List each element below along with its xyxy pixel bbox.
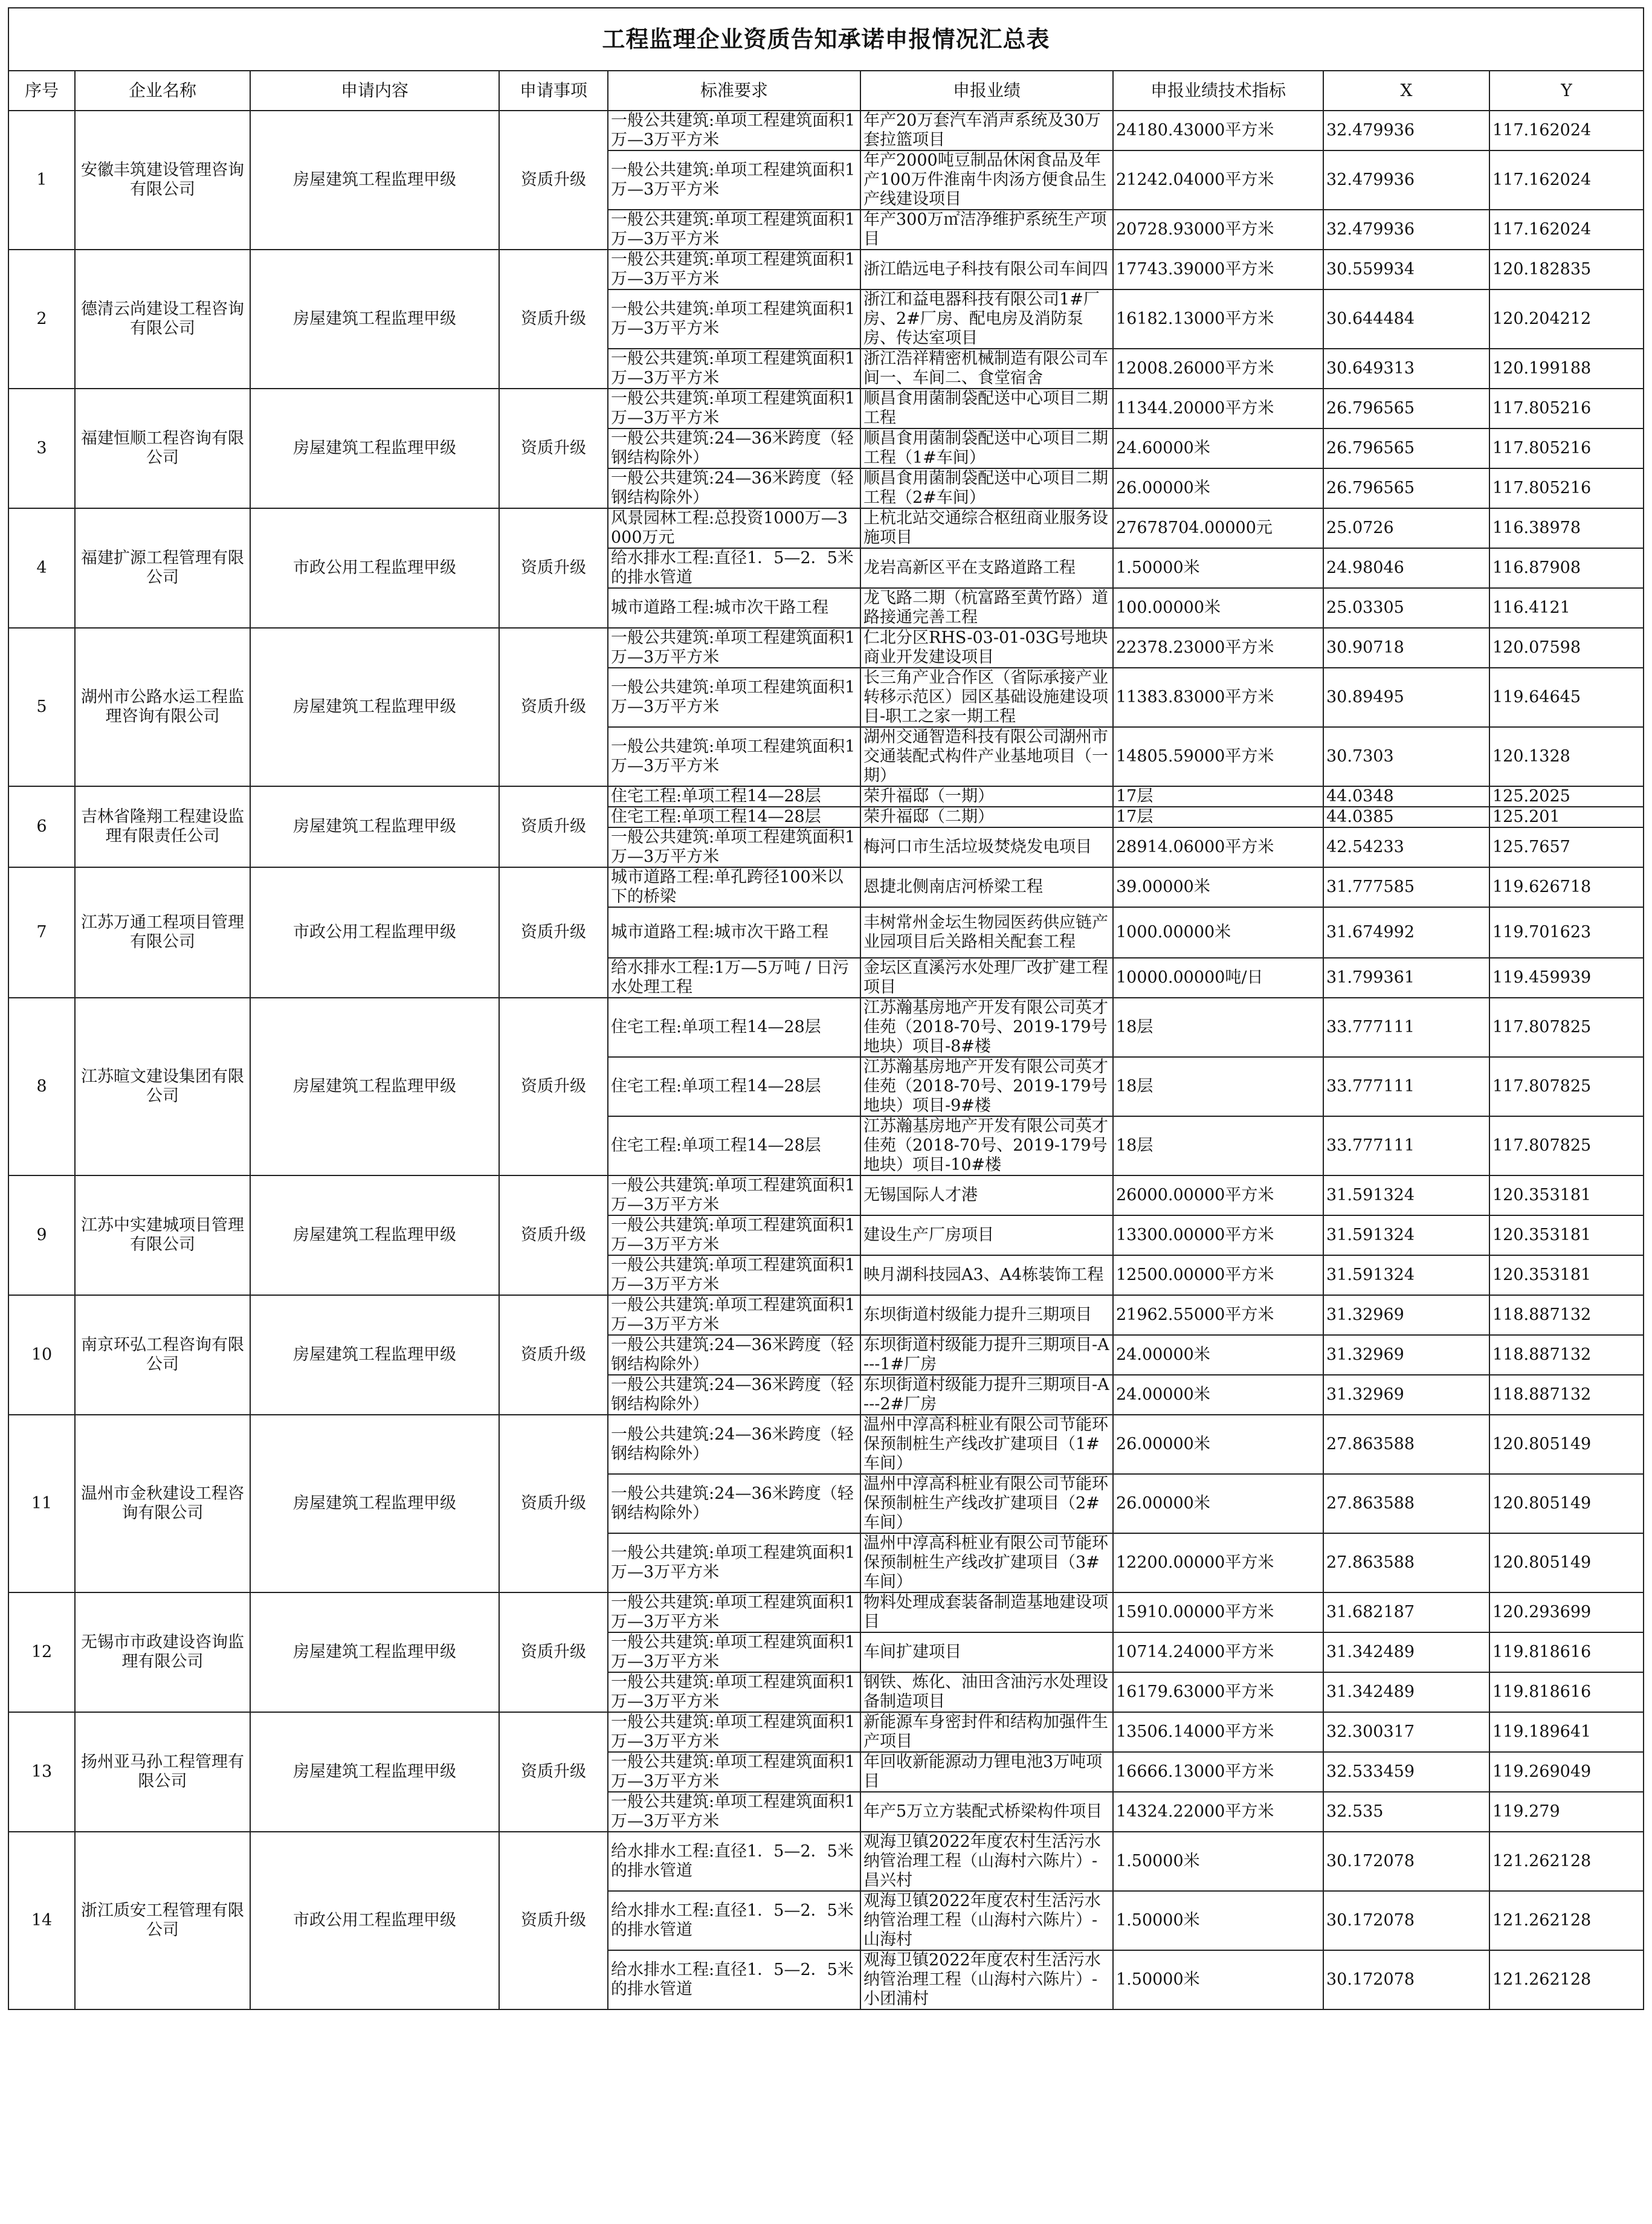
declared-project: 浙江和益电器科技有限公司1#厂房、2#厂房、配电房及消防泵房、传达室项目 xyxy=(860,289,1113,349)
coordinate-y: 120.353181 xyxy=(1489,1215,1644,1255)
coordinate-y: 117.807825 xyxy=(1489,998,1644,1057)
technical-metric: 11344.20000平方米 xyxy=(1113,389,1323,428)
table-row xyxy=(8,508,1644,548)
standard-requirement: 一般公共建筑:单项工程建筑面积1万—3万平方米 xyxy=(608,1632,860,1672)
coordinate-x: 32.479936 xyxy=(1323,150,1489,210)
application-item: 资质升级 xyxy=(499,998,608,1175)
row-number: 9 xyxy=(8,1175,75,1295)
application-item: 资质升级 xyxy=(499,1592,608,1712)
company-name: 温州市金秋建设工程咨询有限公司 xyxy=(75,1415,250,1592)
standard-requirement: 一般公共建筑:单项工程建筑面积1万—3万平方米 xyxy=(608,1255,860,1295)
declared-project: 丰树常州金坛生物园医药供应链产业园项目后关路相关配套工程 xyxy=(860,907,1113,958)
coordinate-x: 31.32969 xyxy=(1323,1295,1489,1335)
declared-project: 东坝街道村级能力提升三期项目-A---1#厂房 xyxy=(860,1335,1113,1375)
standard-requirement: 一般公共建筑:24—36米跨度（轻钢结构除外） xyxy=(608,468,860,508)
declared-project: 湖州交通智造科技有限公司湖州市交通装配式构件产业基地项目（一期） xyxy=(860,727,1113,786)
coordinate-y: 119.459939 xyxy=(1489,958,1644,998)
declared-project: 长三角产业合作区（省际承接产业转移示范区）园区基础设施建设项目-职工之家一期工程 xyxy=(860,668,1113,727)
application-item: 资质升级 xyxy=(499,111,608,250)
coordinate-x: 42.54233 xyxy=(1323,827,1489,867)
standard-requirement: 一般公共建筑:单项工程建筑面积1万—3万平方米 xyxy=(608,1792,860,1832)
standard-requirement: 住宅工程:单项工程14—28层 xyxy=(608,998,860,1057)
coordinate-y: 118.887132 xyxy=(1489,1335,1644,1375)
row-number: 8 xyxy=(8,998,75,1175)
company-name: 安徽丰筑建设管理咨询有限公司 xyxy=(75,111,250,250)
declared-project: 温州中淳高科桩业有限公司节能环保预制桩生产线改扩建项目（2#车间） xyxy=(860,1474,1113,1533)
standard-requirement: 给水排水工程:1万—5万吨 / 日污水处理工程 xyxy=(608,958,860,998)
coordinate-x: 44.0348 xyxy=(1323,786,1489,807)
company-name: 江苏暄文建设集团有限公司 xyxy=(75,998,250,1175)
coordinate-x: 31.591324 xyxy=(1323,1255,1489,1295)
coordinate-y: 118.887132 xyxy=(1489,1295,1644,1335)
declared-project: 顺昌食用菌制袋配送中心项目二期工程（1#车间） xyxy=(860,428,1113,468)
row-number: 2 xyxy=(8,250,75,389)
coordinate-x: 30.90718 xyxy=(1323,628,1489,668)
coordinate-x: 30.649313 xyxy=(1323,349,1489,389)
technical-metric: 24.00000米 xyxy=(1113,1335,1323,1375)
declared-project: 年产20万套汽车消声系统及30万套拉篮项目 xyxy=(860,111,1113,150)
company-name: 扬州亚马孙工程管理有限公司 xyxy=(75,1712,250,1832)
company-name: 吉林省隆翔工程建设监理有限责任公司 xyxy=(75,786,250,867)
technical-metric: 17层 xyxy=(1113,786,1323,807)
standard-requirement: 一般公共建筑:单项工程建筑面积1万—3万平方米 xyxy=(608,1752,860,1792)
standard-requirement: 一般公共建筑:24—36米跨度（轻钢结构除外） xyxy=(608,1415,860,1474)
coordinate-y: 119.64645 xyxy=(1489,668,1644,727)
table-row xyxy=(8,998,1644,1057)
declared-project: 观海卫镇2022年度农村生活污水纳管治理工程（山海村六陈片）-昌兴村 xyxy=(860,1832,1113,1891)
standard-requirement: 一般公共建筑:单项工程建筑面积1万—3万平方米 xyxy=(608,210,860,250)
standard-requirement: 城市道路工程:单孔跨径100米以下的桥梁 xyxy=(608,867,860,907)
table-row xyxy=(8,1592,1644,1632)
technical-metric: 12008.26000平方米 xyxy=(1113,349,1323,389)
page-title: 工程监理企业资质告知承诺申报情况汇总表 xyxy=(8,8,1644,71)
header-metric: 申报业绩技术指标 xyxy=(1113,71,1323,111)
table-row xyxy=(8,1832,1644,1891)
coordinate-y: 119.279 xyxy=(1489,1792,1644,1832)
application-content: 房屋建筑工程监理甲级 xyxy=(250,998,499,1175)
company-name: 江苏万通工程项目管理有限公司 xyxy=(75,867,250,998)
declared-project: 物料处理成套装备制造基地建设项目 xyxy=(860,1592,1113,1632)
coordinate-y: 120.353181 xyxy=(1489,1255,1644,1295)
row-number: 14 xyxy=(8,1832,75,2009)
declared-project: 江苏瀚基房地产开发有限公司英才佳苑（2018-70号、2019-179号地块）项目-8#楼 xyxy=(860,998,1113,1057)
coordinate-y: 120.07598 xyxy=(1489,628,1644,668)
technical-metric: 13506.14000平方米 xyxy=(1113,1712,1323,1752)
row-number: 4 xyxy=(8,508,75,628)
table-row xyxy=(8,628,1644,668)
coordinate-y: 120.199188 xyxy=(1489,349,1644,389)
standard-requirement: 城市道路工程:城市次干路工程 xyxy=(608,588,860,628)
declared-project: 荣升福邸（二期） xyxy=(860,807,1113,827)
declared-project: 年产5万立方装配式桥梁构件项目 xyxy=(860,1792,1113,1832)
row-number: 11 xyxy=(8,1415,75,1592)
standard-requirement: 一般公共建筑:单项工程建筑面积1万—3万平方米 xyxy=(608,349,860,389)
declared-project: 观海卫镇2022年度农村生活污水纳管治理工程（山海村六陈片）-小团浦村 xyxy=(860,1950,1113,2009)
coordinate-x: 30.172078 xyxy=(1323,1950,1489,2009)
standard-requirement: 一般公共建筑:单项工程建筑面积1万—3万平方米 xyxy=(608,250,860,289)
coordinate-y: 119.818616 xyxy=(1489,1672,1644,1712)
header-y: Y xyxy=(1489,71,1644,111)
coordinate-y: 117.805216 xyxy=(1489,468,1644,508)
coordinate-y: 120.1328 xyxy=(1489,727,1644,786)
coordinate-x: 30.644484 xyxy=(1323,289,1489,349)
header-project: 申报业绩 xyxy=(860,71,1113,111)
header-x: X xyxy=(1323,71,1489,111)
standard-requirement: 城市道路工程:城市次干路工程 xyxy=(608,907,860,958)
table-row xyxy=(8,111,1644,150)
coordinate-y: 119.818616 xyxy=(1489,1632,1644,1672)
coordinate-y: 117.162024 xyxy=(1489,150,1644,210)
summary-table xyxy=(8,7,1644,2010)
standard-requirement: 给水排水工程:直径1．5—2．5米的排水管道 xyxy=(608,1891,860,1950)
standard-requirement: 一般公共建筑:24—36米跨度（轻钢结构除外） xyxy=(608,1375,860,1415)
standard-requirement: 一般公共建筑:单项工程建筑面积1万—3万平方米 xyxy=(608,1712,860,1752)
standard-requirement: 一般公共建筑:24—36米跨度（轻钢结构除外） xyxy=(608,428,860,468)
declared-project: 年回收新能源动力锂电池3万吨项目 xyxy=(860,1752,1113,1792)
coordinate-x: 30.7303 xyxy=(1323,727,1489,786)
header-requirement: 标准要求 xyxy=(608,71,860,111)
application-item: 资质升级 xyxy=(499,1832,608,2009)
declared-project: 金坛区直溪污水处理厂改扩建工程项目 xyxy=(860,958,1113,998)
coordinate-x: 31.342489 xyxy=(1323,1632,1489,1672)
technical-metric: 21242.04000平方米 xyxy=(1113,150,1323,210)
application-content: 房屋建筑工程监理甲级 xyxy=(250,389,499,508)
application-content: 房屋建筑工程监理甲级 xyxy=(250,628,499,786)
standard-requirement: 一般公共建筑:单项工程建筑面积1万—3万平方米 xyxy=(608,1175,860,1215)
standard-requirement: 一般公共建筑:24—36米跨度（轻钢结构除外） xyxy=(608,1474,860,1533)
declared-project: 东坝街道村级能力提升三期项目 xyxy=(860,1295,1113,1335)
standard-requirement: 一般公共建筑:24—36米跨度（轻钢结构除外） xyxy=(608,1335,860,1375)
coordinate-x: 31.591324 xyxy=(1323,1215,1489,1255)
company-name: 德清云尚建设工程咨询有限公司 xyxy=(75,250,250,389)
technical-metric: 18层 xyxy=(1113,998,1323,1057)
standard-requirement: 一般公共建筑:单项工程建筑面积1万—3万平方米 xyxy=(608,150,860,210)
application-item: 资质升级 xyxy=(499,786,608,867)
coordinate-y: 121.262128 xyxy=(1489,1832,1644,1891)
table-row xyxy=(8,1415,1644,1474)
table-row xyxy=(8,1295,1644,1335)
declared-project: 钢铁、炼化、油田含油污水处理设备制造项目 xyxy=(860,1672,1113,1712)
company-name: 南京环弘工程咨询有限公司 xyxy=(75,1295,250,1415)
coordinate-y: 119.701623 xyxy=(1489,907,1644,958)
company-name: 江苏中实建城项目管理有限公司 xyxy=(75,1175,250,1295)
technical-metric: 12500.00000平方米 xyxy=(1113,1255,1323,1295)
declared-project: 顺昌食用菌制袋配送中心项目二期工程（2#车间） xyxy=(860,468,1113,508)
standard-requirement: 一般公共建筑:单项工程建筑面积1万—3万平方米 xyxy=(608,1295,860,1335)
coordinate-x: 27.863588 xyxy=(1323,1474,1489,1533)
standard-requirement: 一般公共建筑:单项工程建筑面积1万—3万平方米 xyxy=(608,111,860,150)
coordinate-x: 32.535 xyxy=(1323,1792,1489,1832)
row-number: 7 xyxy=(8,867,75,998)
declared-project: 建设生产厂房项目 xyxy=(860,1215,1113,1255)
declared-project: 江苏瀚基房地产开发有限公司英才佳苑（2018-70号、2019-179号地块）项目-9#楼 xyxy=(860,1057,1113,1116)
technical-metric: 1.50000米 xyxy=(1113,1950,1323,2009)
declared-project: 顺昌食用菌制袋配送中心项目二期工程 xyxy=(860,389,1113,428)
coordinate-y: 117.805216 xyxy=(1489,389,1644,428)
application-content: 房屋建筑工程监理甲级 xyxy=(250,1712,499,1832)
technical-metric: 26000.00000平方米 xyxy=(1113,1175,1323,1215)
standard-requirement: 一般公共建筑:单项工程建筑面积1万—3万平方米 xyxy=(608,1672,860,1712)
coordinate-x: 31.591324 xyxy=(1323,1175,1489,1215)
coordinate-y: 121.262128 xyxy=(1489,1891,1644,1950)
technical-metric: 15910.00000平方米 xyxy=(1113,1592,1323,1632)
technical-metric: 28914.06000平方米 xyxy=(1113,827,1323,867)
technical-metric: 21962.55000平方米 xyxy=(1113,1295,1323,1335)
coordinate-y: 121.262128 xyxy=(1489,1950,1644,2009)
coordinate-y: 125.2025 xyxy=(1489,786,1644,807)
application-content: 市政公用工程监理甲级 xyxy=(250,1832,499,2009)
coordinate-x: 32.533459 xyxy=(1323,1752,1489,1792)
coordinate-y: 116.4121 xyxy=(1489,588,1644,628)
coordinate-x: 31.342489 xyxy=(1323,1672,1489,1712)
coordinate-x: 32.479936 xyxy=(1323,111,1489,150)
application-item: 资质升级 xyxy=(499,1295,608,1415)
coordinate-x: 33.777111 xyxy=(1323,998,1489,1057)
coordinate-y: 117.162024 xyxy=(1489,111,1644,150)
technical-metric: 14324.22000平方米 xyxy=(1113,1792,1323,1832)
standard-requirement: 风景园林工程:总投资1000万—3000万元 xyxy=(608,508,860,548)
coordinate-y: 116.38978 xyxy=(1489,508,1644,548)
coordinate-x: 31.682187 xyxy=(1323,1592,1489,1632)
technical-metric: 12200.00000平方米 xyxy=(1113,1533,1323,1592)
application-content: 房屋建筑工程监理甲级 xyxy=(250,1295,499,1415)
coordinate-y: 117.807825 xyxy=(1489,1057,1644,1116)
technical-metric: 1000.00000米 xyxy=(1113,907,1323,958)
declared-project: 无锡国际人才港 xyxy=(860,1175,1113,1215)
technical-metric: 24.60000米 xyxy=(1113,428,1323,468)
technical-metric: 26.00000米 xyxy=(1113,1415,1323,1474)
coordinate-y: 119.189641 xyxy=(1489,1712,1644,1752)
technical-metric: 13300.00000平方米 xyxy=(1113,1215,1323,1255)
technical-metric: 27678704.00000元 xyxy=(1113,508,1323,548)
standard-requirement: 住宅工程:单项工程14—28层 xyxy=(608,1116,860,1175)
declared-project: 龙飞路二期（杭富路至黄竹路）道路接通完善工程 xyxy=(860,588,1113,628)
coordinate-x: 24.98046 xyxy=(1323,548,1489,588)
technical-metric: 100.00000米 xyxy=(1113,588,1323,628)
coordinate-x: 33.777111 xyxy=(1323,1116,1489,1175)
coordinate-y: 117.807825 xyxy=(1489,1116,1644,1175)
technical-metric: 18层 xyxy=(1113,1116,1323,1175)
coordinate-y: 119.269049 xyxy=(1489,1752,1644,1792)
standard-requirement: 给水排水工程:直径1．5—2．5米的排水管道 xyxy=(608,1950,860,2009)
row-number: 1 xyxy=(8,111,75,250)
header-item: 申请事项 xyxy=(499,71,608,111)
company-name: 福建恒顺工程咨询有限公司 xyxy=(75,389,250,508)
declared-project: 温州中淳高科桩业有限公司节能环保预制桩生产线改扩建项目（3#车间） xyxy=(860,1533,1113,1592)
declared-project: 映月湖科技园A3、A4栋装饰工程 xyxy=(860,1255,1113,1295)
coordinate-y: 120.805149 xyxy=(1489,1533,1644,1592)
coordinate-y: 120.805149 xyxy=(1489,1415,1644,1474)
coordinate-x: 26.796565 xyxy=(1323,468,1489,508)
coordinate-x: 32.479936 xyxy=(1323,210,1489,250)
standard-requirement: 一般公共建筑:单项工程建筑面积1万—3万平方米 xyxy=(608,727,860,786)
coordinate-y: 117.162024 xyxy=(1489,210,1644,250)
coordinate-x: 27.863588 xyxy=(1323,1533,1489,1592)
technical-metric: 14805.59000平方米 xyxy=(1113,727,1323,786)
coordinate-x: 44.0385 xyxy=(1323,807,1489,827)
declared-project: 荣升福邸（一期） xyxy=(860,786,1113,807)
declared-project: 浙江浩祥精密机械制造有限公司车间一、车间二、食堂宿舍 xyxy=(860,349,1113,389)
technical-metric: 16179.63000平方米 xyxy=(1113,1672,1323,1712)
technical-metric: 22378.23000平方米 xyxy=(1113,628,1323,668)
company-name: 无锡市市政建设咨询监理有限公司 xyxy=(75,1592,250,1712)
technical-metric: 10714.24000平方米 xyxy=(1113,1632,1323,1672)
technical-metric: 17层 xyxy=(1113,807,1323,827)
declared-project: 东坝街道村级能力提升三期项目-A---2#厂房 xyxy=(860,1375,1113,1415)
coordinate-y: 117.805216 xyxy=(1489,428,1644,468)
row-number: 12 xyxy=(8,1592,75,1712)
technical-metric: 26.00000米 xyxy=(1113,1474,1323,1533)
declared-project: 仁北分区RHS-03-01-03G号地块商业开发建设项目 xyxy=(860,628,1113,668)
standard-requirement: 一般公共建筑:单项工程建筑面积1万—3万平方米 xyxy=(608,289,860,349)
application-content: 房屋建筑工程监理甲级 xyxy=(250,250,499,389)
technical-metric: 17743.39000平方米 xyxy=(1113,250,1323,289)
technical-metric: 24.00000米 xyxy=(1113,1375,1323,1415)
declared-project: 浙江皓远电子科技有限公司车间四 xyxy=(860,250,1113,289)
technical-metric: 20728.93000平方米 xyxy=(1113,210,1323,250)
row-number: 5 xyxy=(8,628,75,786)
declared-project: 温州中淳高科桩业有限公司节能环保预制桩生产线改扩建项目（1#车间） xyxy=(860,1415,1113,1474)
table-row xyxy=(8,250,1644,289)
coordinate-x: 31.799361 xyxy=(1323,958,1489,998)
coordinate-x: 32.300317 xyxy=(1323,1712,1489,1752)
coordinate-x: 31.32969 xyxy=(1323,1335,1489,1375)
standard-requirement: 住宅工程:单项工程14—28层 xyxy=(608,786,860,807)
standard-requirement: 一般公共建筑:单项工程建筑面积1万—3万平方米 xyxy=(608,1215,860,1255)
row-number: 3 xyxy=(8,389,75,508)
application-item: 资质升级 xyxy=(499,1712,608,1832)
standard-requirement: 一般公共建筑:单项工程建筑面积1万—3万平方米 xyxy=(608,827,860,867)
application-item: 资质升级 xyxy=(499,250,608,389)
coordinate-y: 119.626718 xyxy=(1489,867,1644,907)
technical-metric: 39.00000米 xyxy=(1113,867,1323,907)
coordinate-x: 27.863588 xyxy=(1323,1415,1489,1474)
coordinate-y: 118.887132 xyxy=(1489,1375,1644,1415)
standard-requirement: 一般公共建筑:单项工程建筑面积1万—3万平方米 xyxy=(608,628,860,668)
coordinate-y: 120.805149 xyxy=(1489,1474,1644,1533)
coordinate-x: 30.89495 xyxy=(1323,668,1489,727)
application-item: 资质升级 xyxy=(499,628,608,786)
technical-metric: 24180.43000平方米 xyxy=(1113,111,1323,150)
application-item: 资质升级 xyxy=(499,1415,608,1592)
header-company: 企业名称 xyxy=(75,71,250,111)
table-row xyxy=(8,1175,1644,1215)
declared-project: 龙岩高新区平在支路道路工程 xyxy=(860,548,1113,588)
coordinate-x: 31.32969 xyxy=(1323,1375,1489,1415)
coordinate-x: 30.559934 xyxy=(1323,250,1489,289)
coordinate-x: 25.03305 xyxy=(1323,588,1489,628)
application-item: 资质升级 xyxy=(499,508,608,628)
coordinate-x: 31.674992 xyxy=(1323,907,1489,958)
coordinate-x: 30.172078 xyxy=(1323,1832,1489,1891)
application-item: 资质升级 xyxy=(499,389,608,508)
coordinate-y: 120.353181 xyxy=(1489,1175,1644,1215)
application-content: 房屋建筑工程监理甲级 xyxy=(250,786,499,867)
coordinate-x: 26.796565 xyxy=(1323,428,1489,468)
declared-project: 梅河口市生活垃圾焚烧发电项目 xyxy=(860,827,1113,867)
technical-metric: 1.50000米 xyxy=(1113,1832,1323,1891)
standard-requirement: 一般公共建筑:单项工程建筑面积1万—3万平方米 xyxy=(608,1592,860,1632)
standard-requirement: 给水排水工程:直径1．5—2．5米的排水管道 xyxy=(608,1832,860,1891)
row-number: 13 xyxy=(8,1712,75,1832)
application-content: 市政公用工程监理甲级 xyxy=(250,867,499,998)
technical-metric: 1.50000米 xyxy=(1113,548,1323,588)
table-row xyxy=(8,1712,1644,1752)
coordinate-x: 31.777585 xyxy=(1323,867,1489,907)
declared-project: 观海卫镇2022年度农村生活污水纳管治理工程（山海村六陈片）-山海村 xyxy=(860,1891,1113,1950)
technical-metric: 1.50000米 xyxy=(1113,1891,1323,1950)
standard-requirement: 一般公共建筑:单项工程建筑面积1万—3万平方米 xyxy=(608,668,860,727)
coordinate-y: 120.293699 xyxy=(1489,1592,1644,1632)
technical-metric: 10000.00000吨/日 xyxy=(1113,958,1323,998)
row-number: 10 xyxy=(8,1295,75,1415)
application-content: 房屋建筑工程监理甲级 xyxy=(250,1175,499,1295)
coordinate-y: 125.7657 xyxy=(1489,827,1644,867)
coordinate-x: 30.172078 xyxy=(1323,1891,1489,1950)
declared-project: 恩捷北侧南店河桥梁工程 xyxy=(860,867,1113,907)
coordinate-x: 26.796565 xyxy=(1323,389,1489,428)
company-name: 福建扩源工程管理有限公司 xyxy=(75,508,250,628)
declared-project: 年产300万㎡洁净维护系统生产项目 xyxy=(860,210,1113,250)
application-content: 房屋建筑工程监理甲级 xyxy=(250,111,499,250)
table-body xyxy=(8,111,1644,2009)
coordinate-y: 120.204212 xyxy=(1489,289,1644,349)
standard-requirement: 住宅工程:单项工程14—28层 xyxy=(608,807,860,827)
declared-project: 上杭北站交通综合枢纽商业服务设施项目 xyxy=(860,508,1113,548)
company-name: 湖州市公路水运工程监理咨询有限公司 xyxy=(75,628,250,786)
declared-project: 新能源车身密封件和结构加强件生产项目 xyxy=(860,1712,1113,1752)
coordinate-y: 116.87908 xyxy=(1489,548,1644,588)
standard-requirement: 一般公共建筑:单项工程建筑面积1万—3万平方米 xyxy=(608,389,860,428)
coordinate-y: 125.201 xyxy=(1489,807,1644,827)
coordinate-x: 25.0726 xyxy=(1323,508,1489,548)
header-no: 序号 xyxy=(8,71,75,111)
declared-project: 车间扩建项目 xyxy=(860,1632,1113,1672)
declared-project: 江苏瀚基房地产开发有限公司英才佳苑（2018-70号、2019-179号地块）项目-10#楼 xyxy=(860,1116,1113,1175)
table-row xyxy=(8,867,1644,907)
company-name: 浙江质安工程管理有限公司 xyxy=(75,1832,250,2009)
technical-metric: 26.00000米 xyxy=(1113,468,1323,508)
technical-metric: 16666.13000平方米 xyxy=(1113,1752,1323,1792)
application-content: 房屋建筑工程监理甲级 xyxy=(250,1415,499,1592)
coordinate-x: 33.777111 xyxy=(1323,1057,1489,1116)
standard-requirement: 一般公共建筑:单项工程建筑面积1万—3万平方米 xyxy=(608,1533,860,1592)
declared-project: 年产2000吨豆制品休闲食品及年产100万件淮南牛肉汤方便食品生产线建设项目 xyxy=(860,150,1113,210)
technical-metric: 16182.13000平方米 xyxy=(1113,289,1323,349)
application-item: 资质升级 xyxy=(499,1175,608,1295)
technical-metric: 11383.83000平方米 xyxy=(1113,668,1323,727)
table-row xyxy=(8,786,1644,807)
header-content: 申请内容 xyxy=(250,71,499,111)
standard-requirement: 给水排水工程:直径1．5—2．5米的排水管道 xyxy=(608,548,860,588)
standard-requirement: 住宅工程:单项工程14—28层 xyxy=(608,1057,860,1116)
technical-metric: 18层 xyxy=(1113,1057,1323,1116)
table-row xyxy=(8,389,1644,428)
application-content: 房屋建筑工程监理甲级 xyxy=(250,1592,499,1712)
application-item: 资质升级 xyxy=(499,867,608,998)
application-content: 市政公用工程监理甲级 xyxy=(250,508,499,628)
coordinate-y: 120.182835 xyxy=(1489,250,1644,289)
row-number: 6 xyxy=(8,786,75,867)
